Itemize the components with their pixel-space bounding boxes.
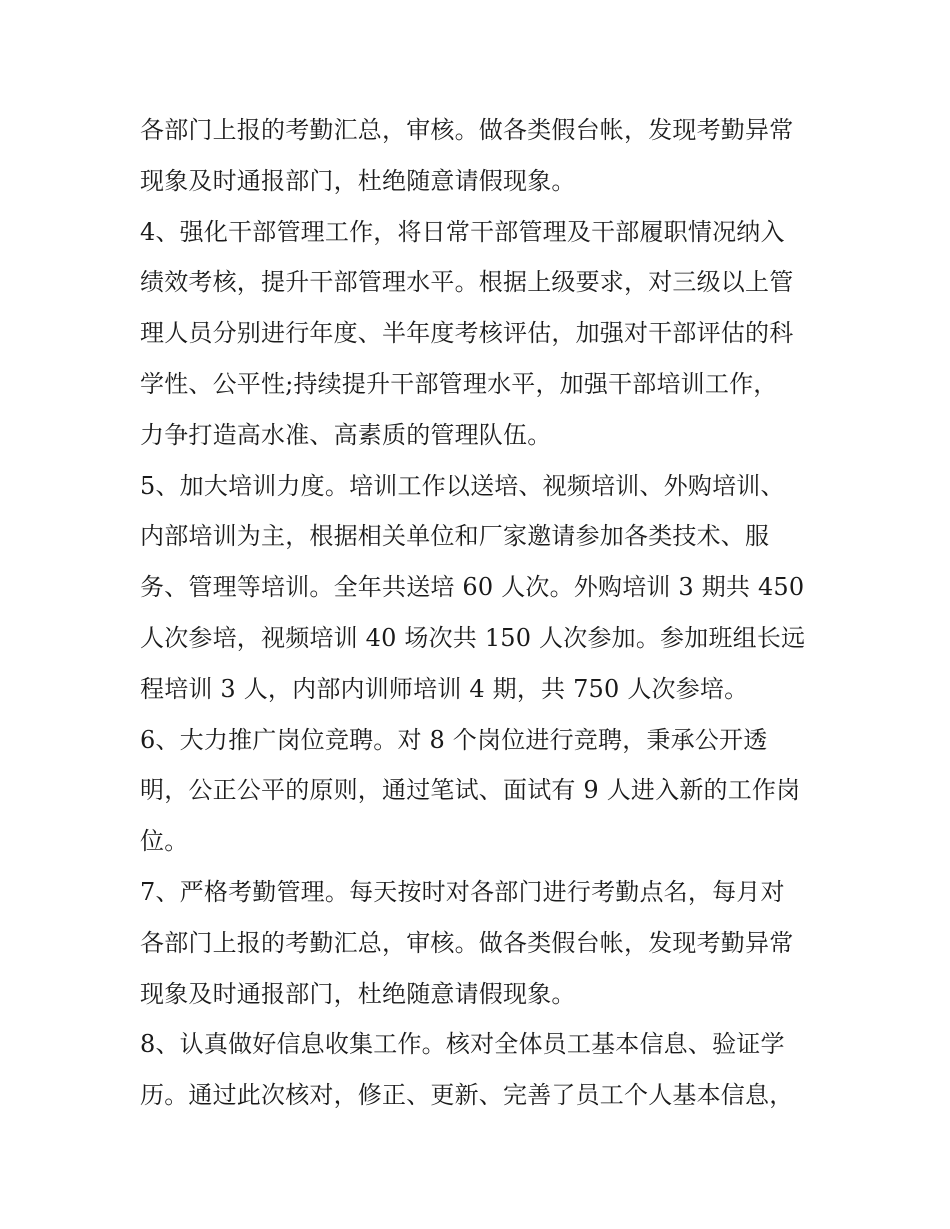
text-line: 理人员分别进行年度、半年度考核评估，加强对干部评估的科 <box>140 319 794 348</box>
text-line: 现象及时通报部门，杜绝随意请假现象。 <box>140 166 576 195</box>
text-line: 人次参培，视频培训 40 场次共 150 人次参加。参加班组长远 <box>140 623 806 652</box>
text-line: 明，公正公平的原则，通过笔试、面试有 9 人进入新的工作岗 <box>140 776 801 805</box>
text-line: 各部门上报的考勤汇总，审核。做各类假台帐，发现考勤异常 <box>140 928 794 957</box>
text-line: 程培训 3 人，内部内训师培训 4 期，共 750 人次参培。 <box>140 674 749 703</box>
text-line: 8、认真做好信息收集工作。核对全体员工基本信息、验证学 <box>140 1030 785 1059</box>
text-line: 4、强化干部管理工作，将日常干部管理及干部履职情况纳入 <box>140 217 785 246</box>
text-line: 位。 <box>140 827 189 856</box>
document-body <box>140 105 830 1121</box>
text-line: 务、管理等培训。全年共送培 60 人次。外购培训 3 期共 450 <box>140 573 805 602</box>
text-line: 7、严格考勤管理。每天按时对各部门进行考勤点名，每月对 <box>140 877 785 906</box>
text-line: 历。通过此次核对，修正、更新、完善了员工个人基本信息， <box>140 1081 794 1110</box>
text-line: 绩效考核，提升干部管理水平。根据上级要求，对三级以上管 <box>140 268 794 297</box>
text-line: 各部门上报的考勤汇总，审核。做各类假台帐，发现考勤异常 <box>140 116 794 144</box>
text-line: 现象及时通报部门，杜绝随意请假现象。 <box>140 979 576 1008</box>
text-line: 学性、公平性;持续提升干部管理水平，加强干部培训工作， <box>140 369 778 398</box>
text-line: 内部培训为主，根据相关单位和厂家邀请参加各类技术、服 <box>140 522 770 551</box>
text-line: 5、加大培训力度。培训工作以送培、视频培训、外购培训、 <box>140 471 785 500</box>
text-line: 力争打造高水准、高素质的管理队伍。 <box>140 420 552 449</box>
text-line: 6、大力推广岗位竞聘。对 8 个岗位进行竞聘，秉承公开透 <box>140 725 768 754</box>
